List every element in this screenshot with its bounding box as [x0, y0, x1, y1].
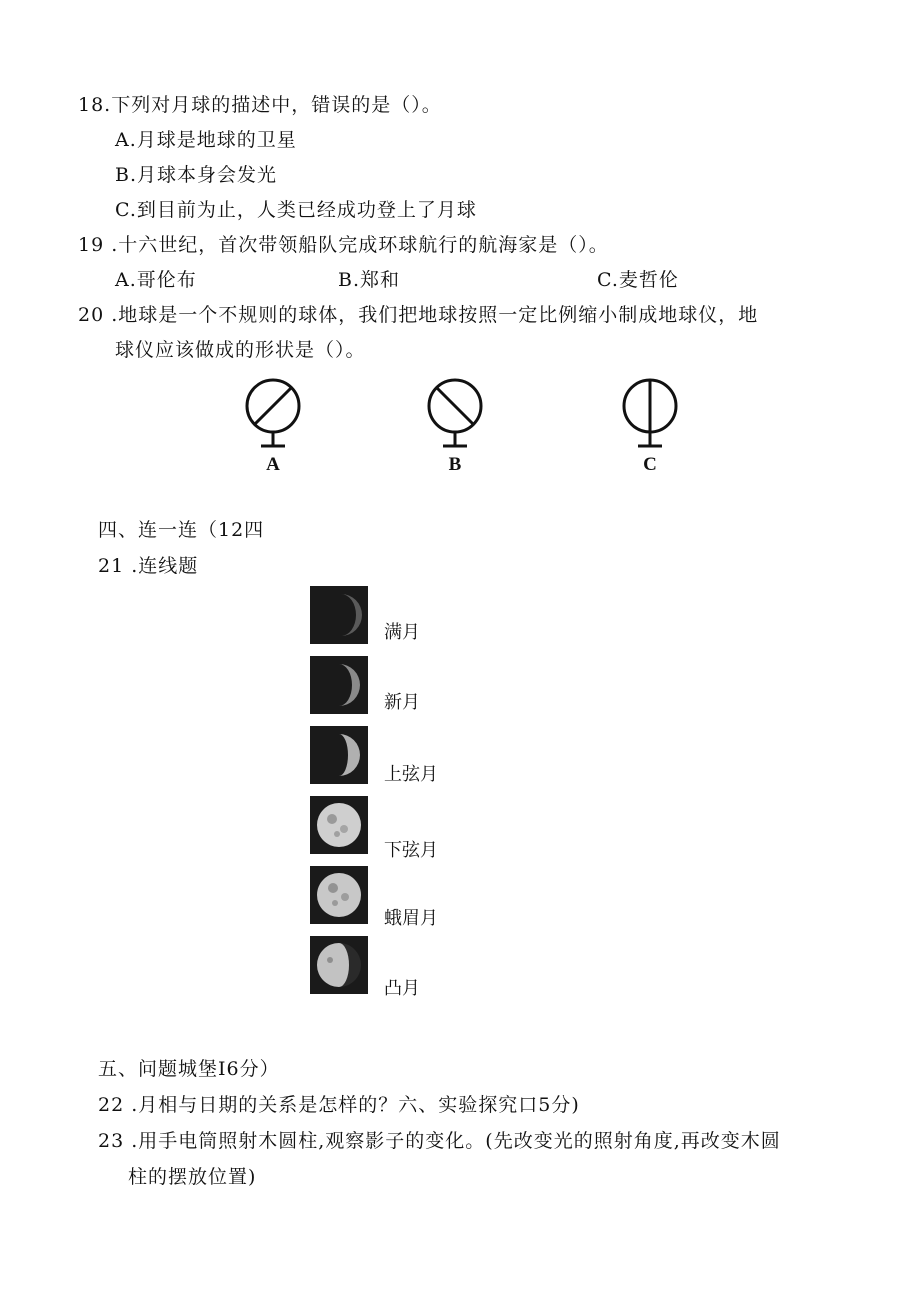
- globe-c-icon: [622, 378, 678, 452]
- q19-option-a: A.哥伦布: [115, 269, 197, 291]
- phase-label-4: 下弦月: [384, 840, 438, 861]
- moon-image-1: [310, 586, 368, 644]
- globe-figure-c: [622, 378, 692, 482]
- q23-stem-line1: 23 .用手电筒照射木圆柱,观察影子的变化。(先改变光的照射角度,再改变木圆: [98, 1130, 781, 1152]
- q18-stem: 18.下列对月球的描述中，错误的是（）。: [78, 94, 442, 116]
- q23-stem-line2: 柱的摆放位置): [128, 1166, 257, 1188]
- q22-stem: 22 .月相与日期的关系是怎样的？六、实验探究口5分): [98, 1094, 580, 1116]
- phase-label-1: 满月: [384, 622, 420, 643]
- moon-image-3: [310, 726, 368, 784]
- q19-stem: 19 .十六世纪，首次带领船队完成环球航行的航海家是（）。: [78, 234, 609, 256]
- moon-crescent-icon: [310, 656, 368, 714]
- phase-label-5: 蛾眉月: [384, 908, 438, 929]
- q20-stem-line1: 20 .地球是一个不规则的球体，我们把地球按照一定比例缩小制成地球仪，地: [78, 304, 759, 326]
- section5-title: 五、问题城堡I6分）: [98, 1058, 280, 1080]
- moon-half-gibbous-icon: [310, 936, 368, 994]
- moon-image-2: [310, 656, 368, 714]
- q20-stem-line2: 球仪应该做成的形状是（）。: [115, 339, 366, 361]
- q21-stem: 21 .连线题: [98, 555, 199, 577]
- section4-title: 四、连一连（12四: [98, 519, 265, 541]
- globe-figure-a: [245, 378, 315, 482]
- globe-figure-b: [427, 378, 497, 482]
- moon-image-6: [310, 936, 368, 994]
- q19-option-c: C.麦哲伦: [597, 269, 679, 291]
- q19-option-b: B.郑和: [338, 269, 401, 291]
- globe-label-a: A: [266, 454, 280, 475]
- phase-label-2: 新月: [384, 692, 420, 713]
- moon-full-icon: [310, 796, 368, 854]
- moon-image-4: [310, 796, 368, 854]
- globe-label-c: C: [643, 454, 657, 475]
- globe-a-icon: [245, 378, 301, 452]
- phase-label-6: 凸月: [384, 978, 420, 999]
- moon-crescent-wide-icon: [310, 726, 368, 784]
- phase-label-3: 上弦月: [384, 764, 438, 785]
- moon-image-5: [310, 866, 368, 924]
- globe-label-b: B: [448, 454, 462, 475]
- q18-option-a: A.月球是地球的卫星: [115, 129, 297, 151]
- q18-option-b: B.月球本身会发光: [115, 164, 278, 186]
- moon-gibbous-icon: [310, 866, 368, 924]
- q18-option-c: C.到目前为止，人类已经成功登上了月球: [115, 199, 477, 221]
- moon-crescent-thin-icon: [310, 586, 368, 644]
- globe-b-icon: [427, 378, 483, 452]
